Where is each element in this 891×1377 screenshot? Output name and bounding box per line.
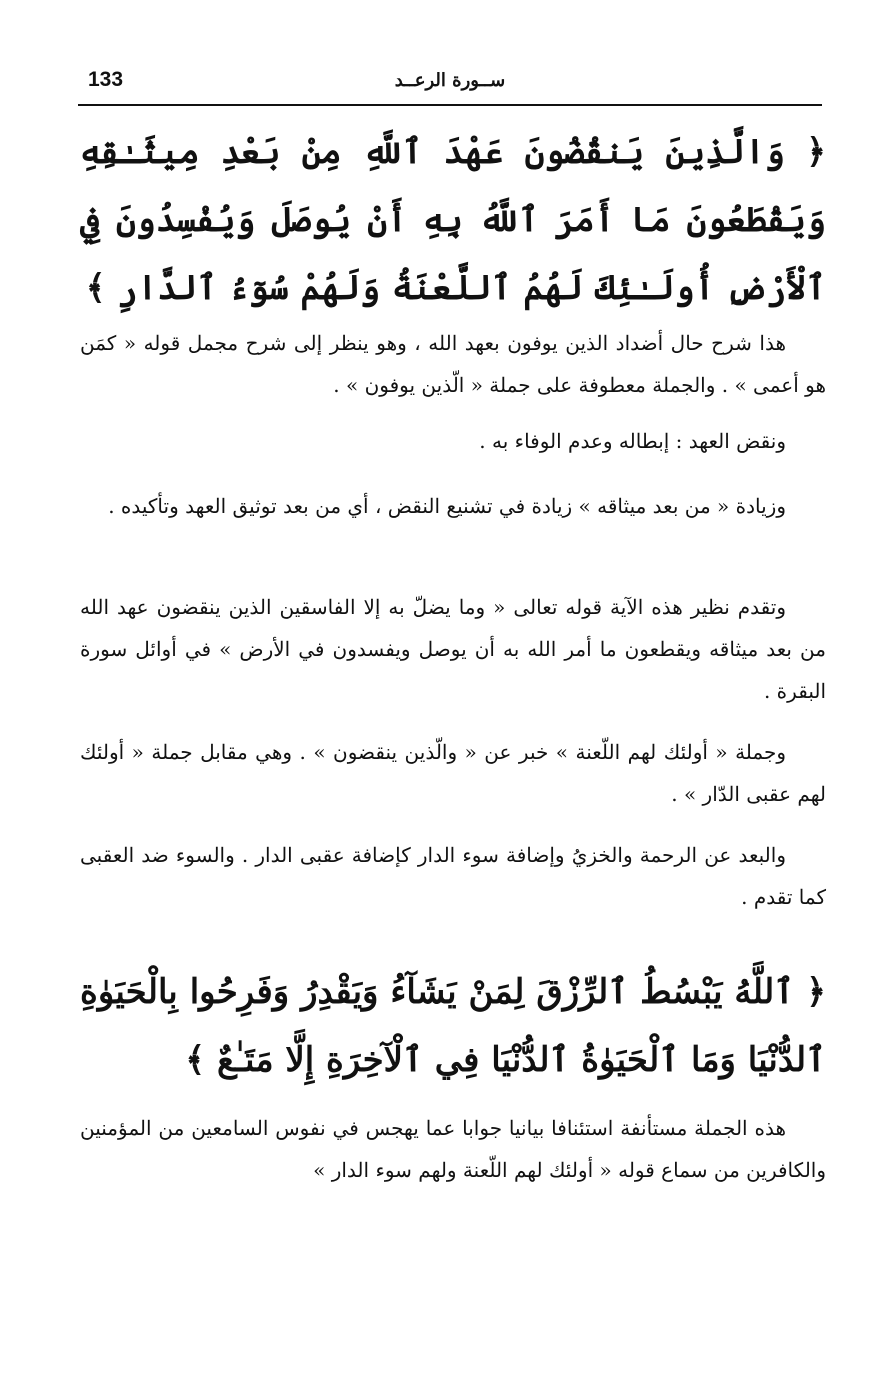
quran-verse xyxy=(80,958,826,1094)
commentary-paragraph: ونقض العهد : إبطاله وعدم الوفاء به . xyxy=(479,429,786,453)
commentary-paragraph: هذا شرح حال أضداد الذين يوفون بعهد الله ، وهو ينظر إلى شرح مجمل قوله « كمَن هو أعمى » . والجملة معطوفة على جملة « الّذين يوفون » . xyxy=(80,331,826,397)
verse-text: ٱللَّهُ يَبْسُطُ ٱلرِّزْقَ لِمَنْ يَشَآءُ وَيَقْدِرُ وَفَرِحُوا بِالْحَيَوٰةِ ٱلدُّنْيَا وَمَا ٱلْحَيَوٰةُ ٱلدُّنْيَا فِي ٱلْآخِرَةِ إِلَّا مَتَـٰعٌ xyxy=(80,972,826,1080)
verse-close-bracket: ﴾ xyxy=(185,1040,206,1080)
commentary-paragraph: وجملة « أولئك لهم اللّعنة » خبر عن « والّذين ينقضون » . وهي مقابل جملة « أولئك لهم عقبى الدّار » . xyxy=(80,740,826,806)
commentary-paragraph: وزيادة « من بعد ميثاقه » زيادة في تشنيع النقض ، أي من بعد توثيق العهد وتأكيده . xyxy=(108,494,786,518)
page-number: 133 xyxy=(88,68,124,91)
verse-open-bracket: ﴿ xyxy=(806,972,827,1012)
commentary-paragraph: والبعد عن الرحمة والخزيُ وإضافة سوء الدار كإضافة عقبى الدار . والسوء ضد العقبى كما تقدم . xyxy=(80,843,826,909)
commentary-paragraph: وتقدم نظير هذه الآية قوله تعالى « وما يضلّ به إلا الفاسقين الذين ينقضون عهد الله من بعد ميثاقه ويقطعون ما أمر الله به أن يوصل ويفسدون في الأرض » في أوائل سورة البقرة . xyxy=(80,595,826,703)
commentary-paragraph: هذه الجملة مستأنفة استئنافا بيانيا جوابا عما يهجس في نفوس السامعين من المؤمنين والكافرين من سماع قوله « أولئك لهم اللّعنة ولهم سوء الدار » xyxy=(80,1116,826,1182)
quran-verse xyxy=(80,118,826,322)
verse-text: وَالَّذِينَ يَنقُضُونَ عَهْدَ ٱللَّهِ مِنْ بَعْدِ مِيثَـٰقِهِ وَيَقْطَعُونَ مَا أَمَرَ ٱللَّهُ بِهِ أَنْ يُوصَلَ وَيُفْسِدُونَ فِي ٱلْأَرْضِ أُولَـٰئِكَ لَهُمُ ٱللَّعْنَةُ وَلَهُمْ سُوٓءُ ٱلدَّارِ xyxy=(80,132,826,308)
verse-close-bracket: ﴾ xyxy=(85,268,106,308)
running-title: ســورة الرعــد xyxy=(394,70,506,91)
verse-open-bracket: ﴿ xyxy=(806,132,826,172)
page-header xyxy=(78,62,822,106)
header-rule xyxy=(78,104,822,106)
